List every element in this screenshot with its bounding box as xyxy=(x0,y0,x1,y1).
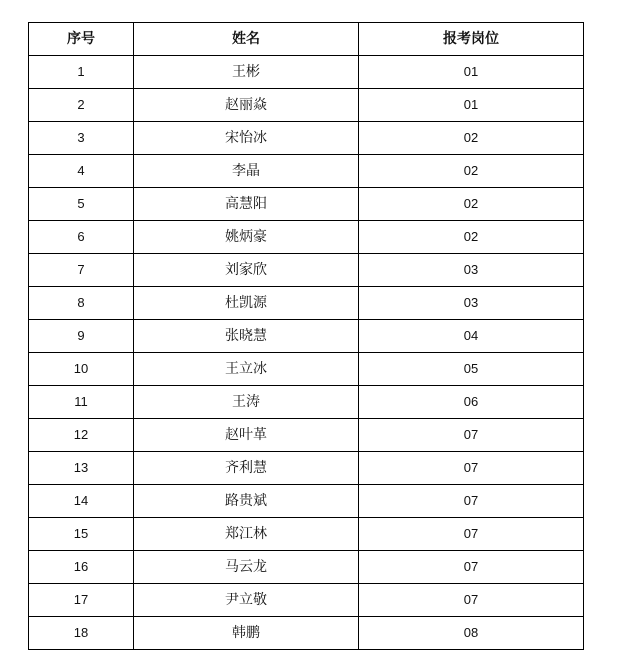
cell-index: 7 xyxy=(29,254,134,287)
cell-index: 5 xyxy=(29,188,134,221)
cell-name: 王彬 xyxy=(134,56,359,89)
cell-position: 06 xyxy=(359,386,584,419)
cell-index: 15 xyxy=(29,518,134,551)
table-row xyxy=(29,452,584,485)
cell-position: 01 xyxy=(359,56,584,89)
cell-name: 王立冰 xyxy=(134,353,359,386)
cell-position: 07 xyxy=(359,452,584,485)
table-row xyxy=(29,485,584,518)
cell-name: 路贵斌 xyxy=(134,485,359,518)
cell-index: 18 xyxy=(29,617,134,650)
cell-index: 12 xyxy=(29,419,134,452)
cell-index: 17 xyxy=(29,584,134,617)
cell-name: 齐利慧 xyxy=(134,452,359,485)
cell-name: 马云龙 xyxy=(134,551,359,584)
cell-index: 13 xyxy=(29,452,134,485)
table-row xyxy=(29,188,584,221)
table-row xyxy=(29,155,584,188)
cell-position: 07 xyxy=(359,518,584,551)
cell-name: 高慧阳 xyxy=(134,188,359,221)
cell-position: 03 xyxy=(359,287,584,320)
table-row xyxy=(29,551,584,584)
table-row xyxy=(29,617,584,650)
cell-position: 07 xyxy=(359,485,584,518)
table-row xyxy=(29,122,584,155)
cell-index: 9 xyxy=(29,320,134,353)
table-row xyxy=(29,518,584,551)
cell-name: 李晶 xyxy=(134,155,359,188)
cell-name: 刘家欣 xyxy=(134,254,359,287)
cell-name: 郑江林 xyxy=(134,518,359,551)
table-row xyxy=(29,89,584,122)
cell-position: 02 xyxy=(359,221,584,254)
cell-name: 王涛 xyxy=(134,386,359,419)
cell-position: 05 xyxy=(359,353,584,386)
candidate-table xyxy=(28,22,584,650)
cell-name: 韩鹏 xyxy=(134,617,359,650)
cell-name: 杜凯源 xyxy=(134,287,359,320)
cell-index: 4 xyxy=(29,155,134,188)
header-name: 姓名 xyxy=(134,23,359,56)
cell-name: 赵叶革 xyxy=(134,419,359,452)
table-row xyxy=(29,584,584,617)
cell-name: 尹立敬 xyxy=(134,584,359,617)
cell-position: 04 xyxy=(359,320,584,353)
cell-position: 03 xyxy=(359,254,584,287)
cell-position: 07 xyxy=(359,584,584,617)
cell-index: 8 xyxy=(29,287,134,320)
cell-index: 6 xyxy=(29,221,134,254)
cell-position: 08 xyxy=(359,617,584,650)
header-position: 报考岗位 xyxy=(359,23,584,56)
cell-name: 赵丽焱 xyxy=(134,89,359,122)
cell-position: 07 xyxy=(359,419,584,452)
table-row xyxy=(29,320,584,353)
table-header xyxy=(29,23,584,56)
table-row xyxy=(29,419,584,452)
table-row xyxy=(29,353,584,386)
cell-name: 姚炳豪 xyxy=(134,221,359,254)
cell-position: 02 xyxy=(359,188,584,221)
cell-position: 01 xyxy=(359,89,584,122)
cell-index: 1 xyxy=(29,56,134,89)
cell-index: 10 xyxy=(29,353,134,386)
cell-position: 02 xyxy=(359,155,584,188)
cell-index: 16 xyxy=(29,551,134,584)
cell-index: 3 xyxy=(29,122,134,155)
cell-name: 宋怡冰 xyxy=(134,122,359,155)
table-row xyxy=(29,254,584,287)
table-row xyxy=(29,221,584,254)
header-row xyxy=(29,23,584,56)
table-row xyxy=(29,56,584,89)
table-row xyxy=(29,386,584,419)
cell-index: 11 xyxy=(29,386,134,419)
header-index: 序号 xyxy=(29,23,134,56)
cell-name: 张晓慧 xyxy=(134,320,359,353)
cell-index: 14 xyxy=(29,485,134,518)
table-row xyxy=(29,287,584,320)
table-body xyxy=(29,56,584,650)
cell-index: 2 xyxy=(29,89,134,122)
cell-position: 02 xyxy=(359,122,584,155)
cell-position: 07 xyxy=(359,551,584,584)
